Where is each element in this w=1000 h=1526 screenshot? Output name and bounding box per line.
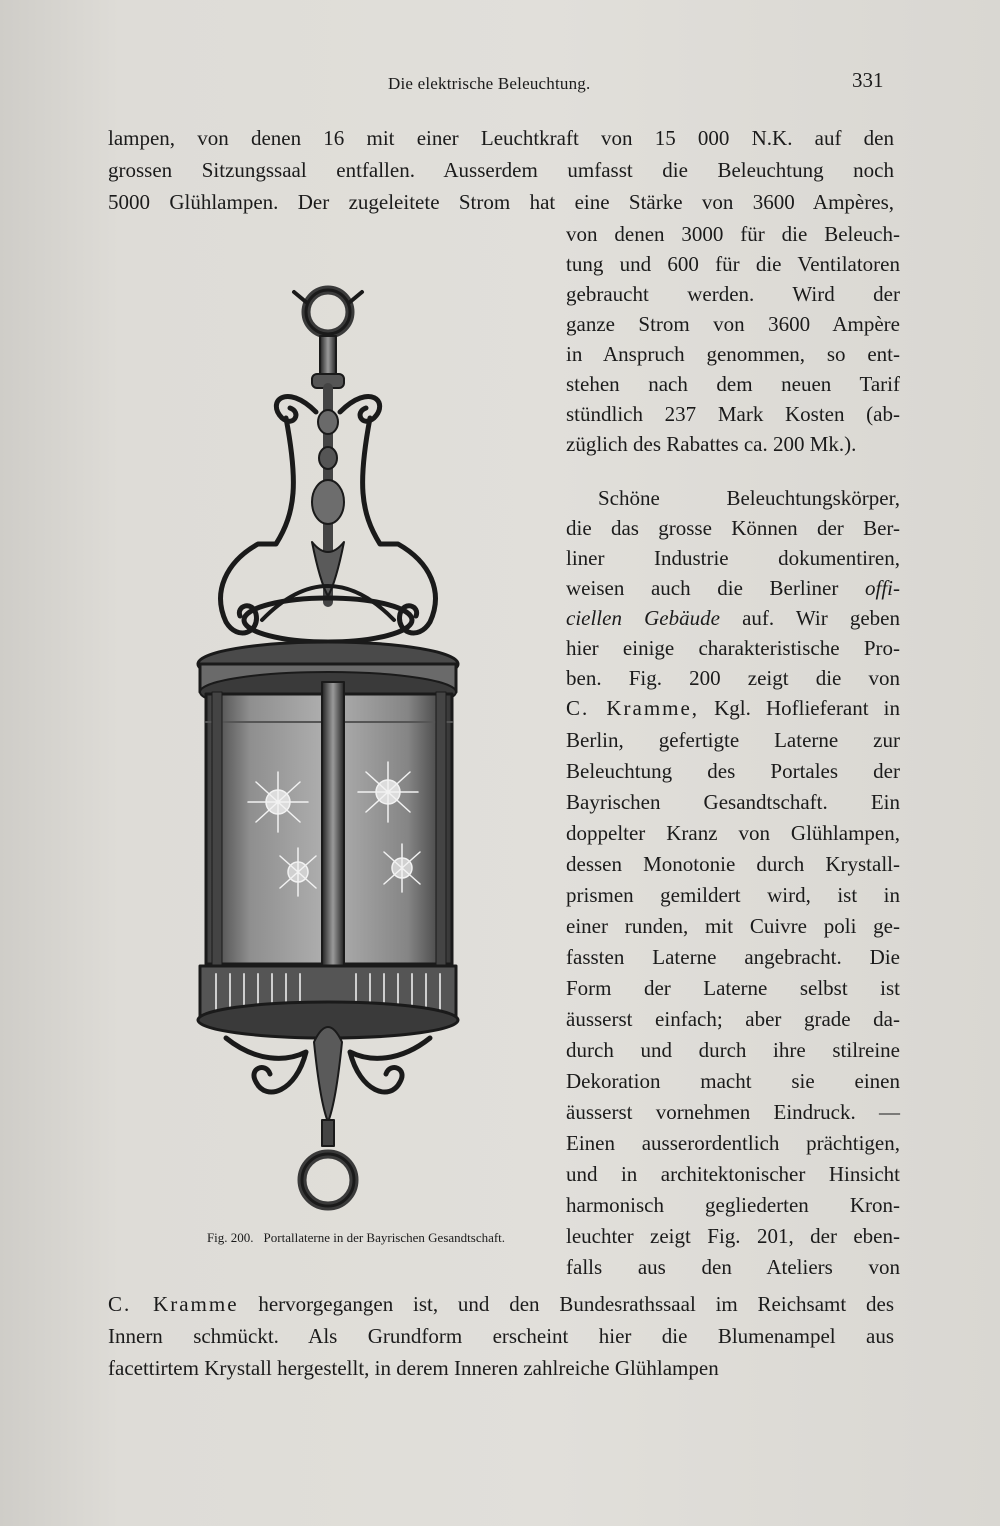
text-line: dessen Monotonie durch Krystall- — [566, 852, 900, 876]
text-line: facettirtem Krystall hergestellt, in derem Inneren zahlreiche Glühlampen — [108, 1356, 719, 1380]
running-title: Die elektrische Beleuchtung. — [388, 74, 591, 93]
text-line: stündlich 237 Mark Kosten (ab- — [566, 402, 900, 426]
text-line: Beleuchtung des Portales der — [566, 759, 900, 783]
text-line — [566, 578, 900, 599]
text-line: und in architektonischer Hinsicht — [566, 1162, 900, 1186]
text-line: ben. Fig. 200 zeigt die von — [566, 666, 900, 690]
text-line: die das grosse Können der Ber- — [566, 516, 900, 540]
text-span: hervorgegangen ist, und den Bundesrathssaal im Reichsamt des — [258, 1292, 894, 1316]
text-line: Berlin, gefertigte Laterne zur — [566, 728, 900, 752]
lantern-illustration — [186, 262, 522, 1222]
text-line: gebraucht werden. Wird der — [566, 282, 900, 306]
page-number: 331 — [852, 68, 884, 92]
italic-text: offi- — [865, 576, 901, 600]
text-line: hier einige charakteristische Pro- — [566, 636, 900, 660]
text-line: doppelter Kranz von Glühlampen, — [566, 821, 900, 845]
italic-text: ciellen Gebäude — [566, 606, 720, 630]
text-line: leuchter zeigt Fig. 201, der eben- — [566, 1224, 900, 1248]
text-line: äusserst einfach; aber grade da- — [566, 1007, 900, 1031]
caption-text: Portallaterne in der Bayrischen Gesandtschaft. — [263, 1230, 506, 1245]
text-line: Dekoration macht sie einen — [566, 1069, 900, 1093]
figure-caption — [186, 1230, 526, 1246]
text-span: weisen auch die Berliner — [566, 576, 839, 600]
text-line: lampen, von denen 16 mit einer Leuchtkraft von 15 000 N.K. auf den — [108, 126, 894, 150]
text-line: stehen nach dem neuen Tarif — [566, 372, 900, 396]
text-span: Kgl. Hoflieferant in — [714, 696, 900, 720]
text-line — [108, 1294, 894, 1315]
text-line: Innern schmückt. Als Grundform erscheint hier die Blumenampel aus — [108, 1324, 894, 1348]
text-line: falls aus den Ateliers von — [566, 1255, 900, 1279]
text-line: liner Industrie dokumentiren, — [566, 546, 900, 570]
text-line: Bayrischen Gesandtschaft. Ein — [566, 790, 900, 814]
spaced-name: C. Kramme, — [566, 696, 700, 720]
text-line: züglich des Rabattes ca. 200 Mk.). — [566, 432, 857, 456]
text-line: fassten Laterne angebracht. Die — [566, 945, 900, 969]
figure-label: Fig. 200. — [206, 1230, 254, 1245]
text-line: von denen 3000 für die Beleuch- — [566, 222, 900, 246]
text-line: durch und durch ihre stilreine — [566, 1038, 900, 1062]
text-line: prismen gemildert wird, ist in — [566, 883, 900, 907]
text-span: auf. Wir geben — [742, 606, 901, 630]
text-line: äusserst vornehmen Eindruck. — — [566, 1100, 900, 1124]
text-line: in Anspruch genommen, so ent- — [566, 342, 900, 366]
text-line: tung und 600 für die Ventilatoren — [566, 252, 900, 276]
spaced-name: C. Kramme — [108, 1292, 239, 1316]
text-line: grossen Sitzungssaal entfallen. Ausserdem umfasst die Beleuchtung noch — [108, 158, 894, 182]
text-line: Form der Laterne selbst ist — [566, 976, 900, 1000]
running-head — [0, 68, 1000, 98]
text-line — [566, 608, 900, 629]
text-line: ganze Strom von 3600 Ampère — [566, 312, 900, 336]
text-line: 5000 Glühlampen. Der zugeleitete Strom hat eine Stärke von 3600 Ampères, — [108, 190, 894, 214]
text-line: einer runden, mit Cuivre poli ge- — [566, 914, 900, 938]
text-line: Einen ausserordentlich prächtigen, — [566, 1131, 900, 1155]
text-line: Schöne Beleuchtungskörper, — [598, 486, 900, 510]
text-line: harmonisch gegliederten Kron- — [566, 1193, 900, 1217]
text-line — [566, 698, 900, 719]
